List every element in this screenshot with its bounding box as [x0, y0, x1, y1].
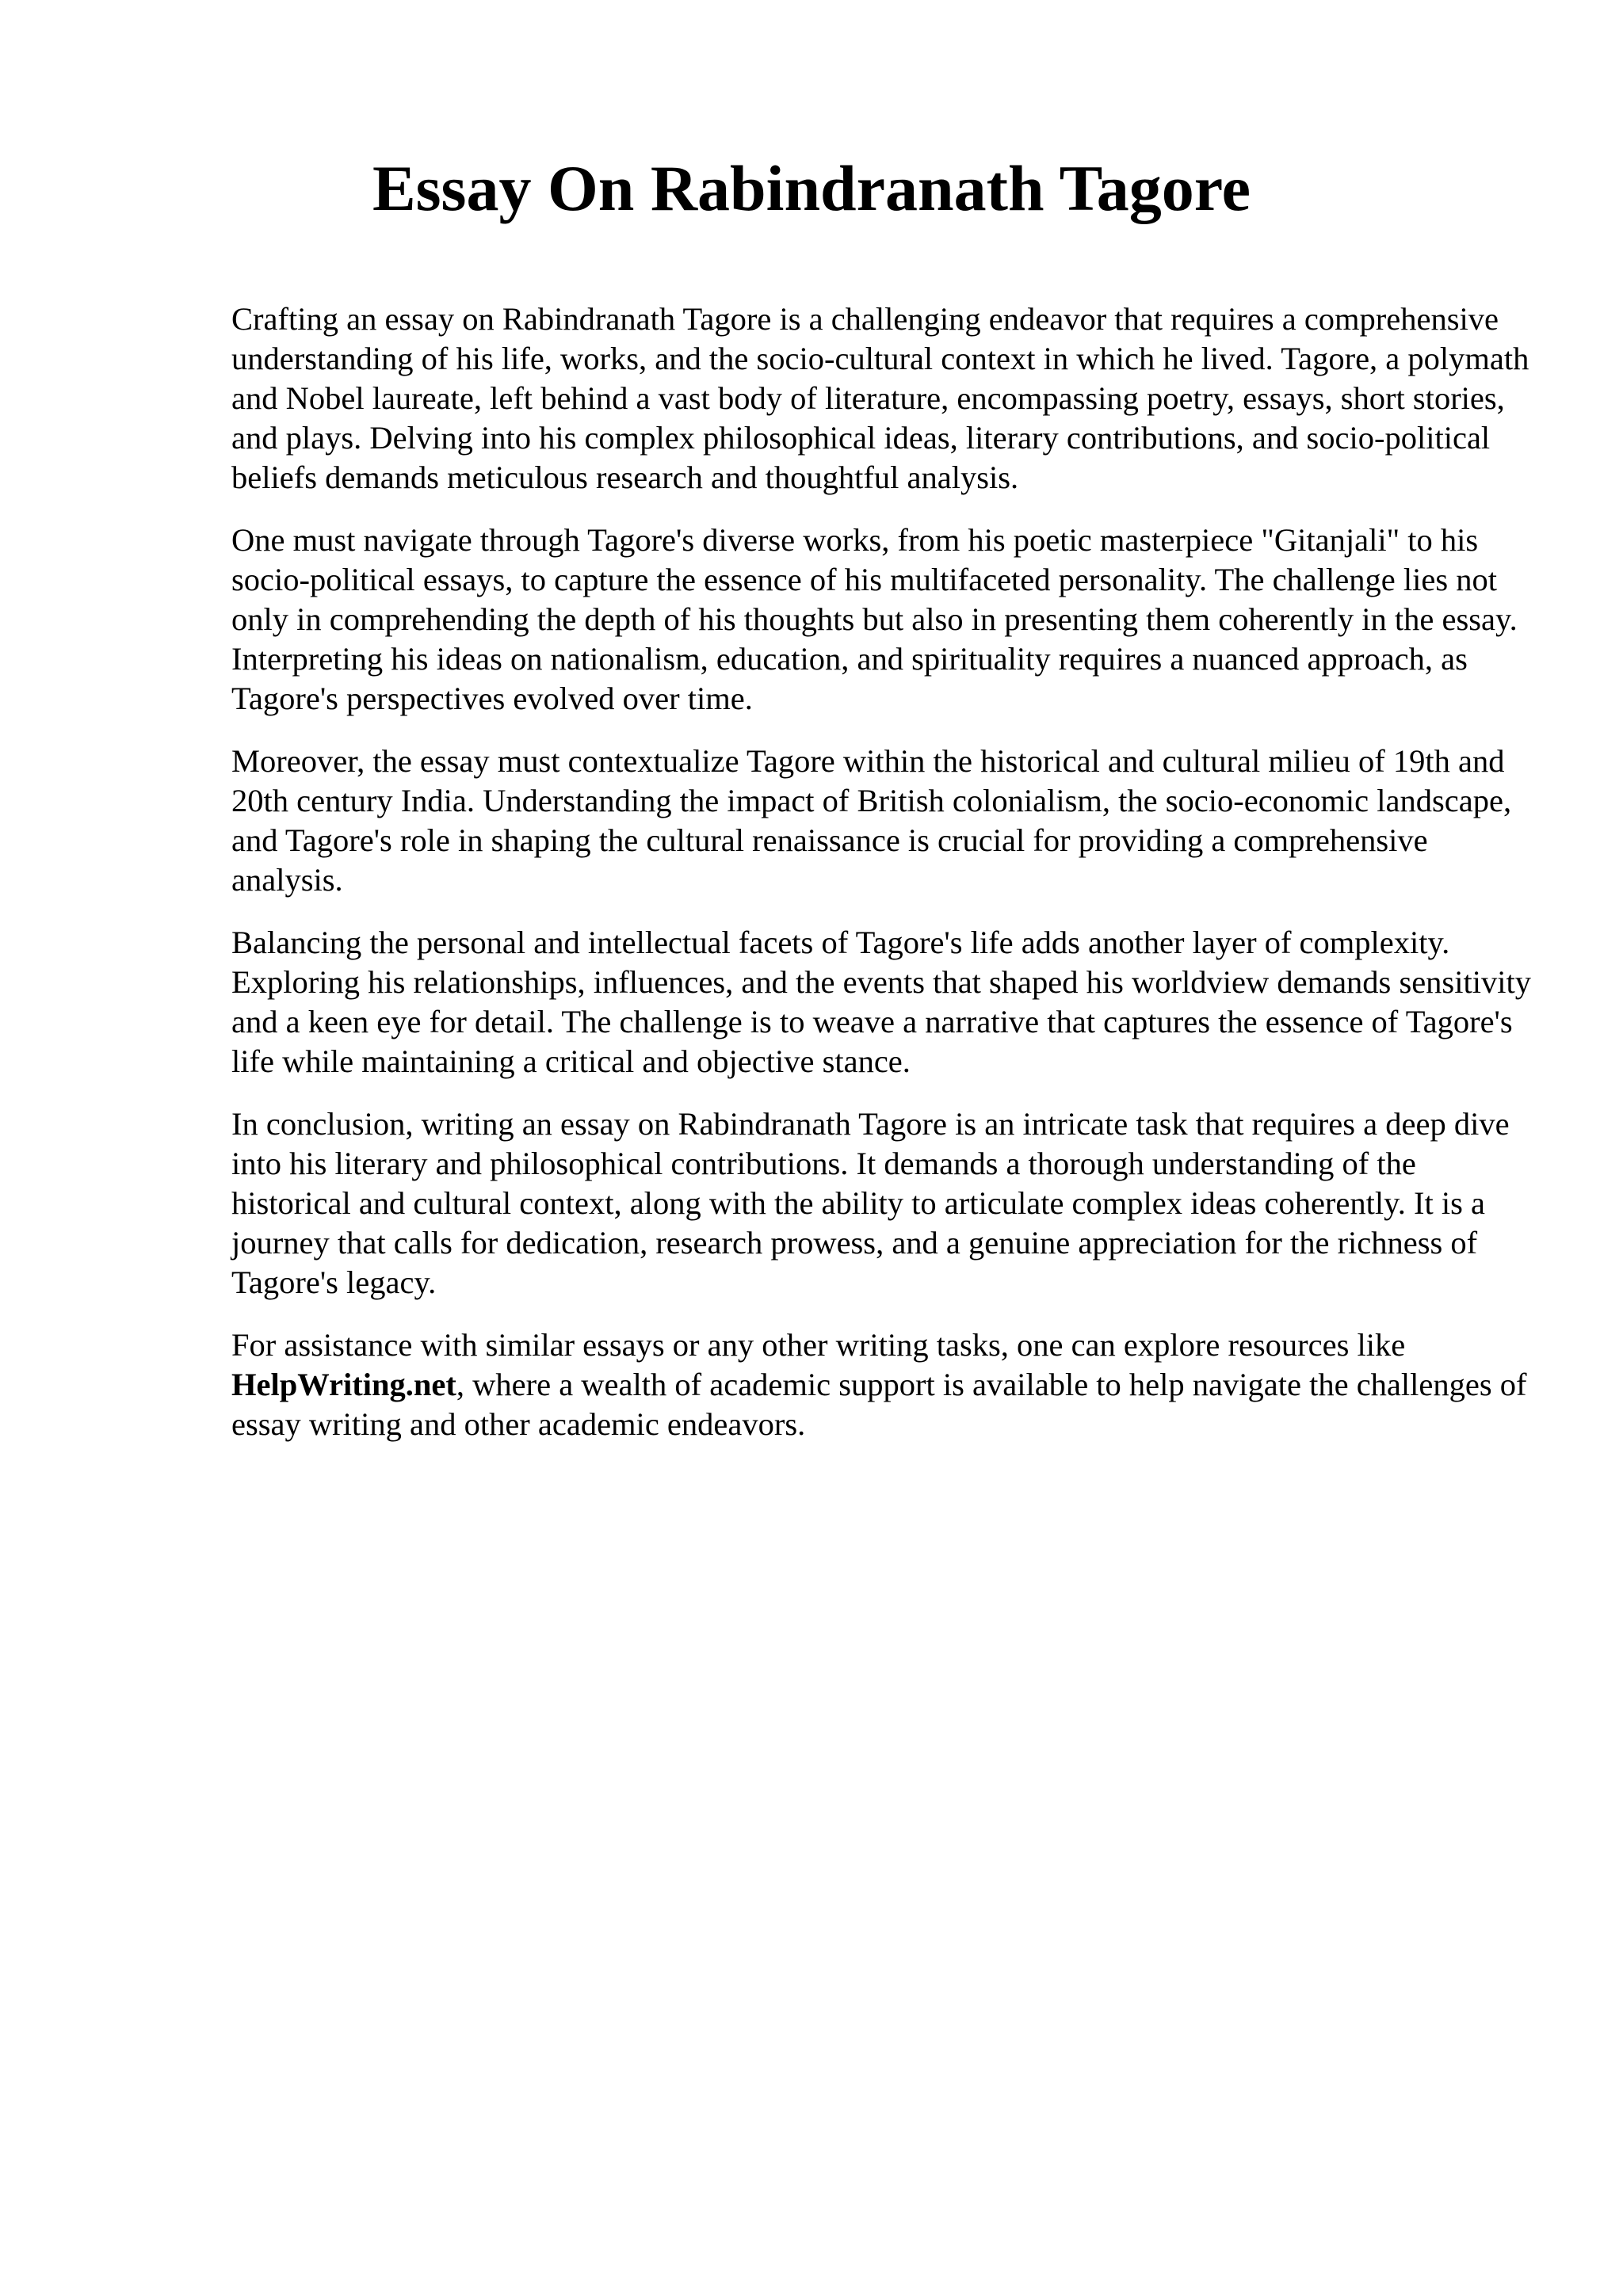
brand-name: HelpWriting.net: [231, 1367, 456, 1402]
paragraph-2: One must navigate through Tagore's diverse works, from his poetic masterpiece "Gitanjali" to his socio-political essays, to capture the essence of his multifaceted personality. The challenge lies not only in comprehending the depth of his thoughts but also in presenting them coherently in the essay. Interpreting his ideas on nationalism, education, and spirituality requires a nuanced approach, as Tagore's perspectives evolved over time.: [231, 522, 1518, 716]
paragraph-5: In conclusion, writing an essay on Rabindranath Tagore is an intricate task that requires a deep dive into his literary and philosophical contributions. It demands a thorough understanding of the historical and cultural context, along with the ability to articulate complex ideas coherently. It is a journey that calls for dedication, research prowess, and a genuine appreciation for the richness of Tagore's legacy.: [231, 1106, 1510, 1300]
closing-paragraph: [231, 1325, 1531, 1444]
closing-text-after: , where a wealth of academic support is available to help navigate the challenges of essay writing and other academic endeavors.: [231, 1367, 1527, 1442]
closing-text-before: For assistance with similar essays or any other writing tasks, one can explore resources like: [231, 1327, 1406, 1363]
paragraph-3: Moreover, the essay must contextualize Tagore within the historical and cultural milieu of 19th and 20th century India. Understanding the impact of British colonialism, the socio-economic landscape, and Tagore's role in shaping the cultural renaissance is crucial for providing a comprehensive analysis.: [231, 743, 1512, 898]
paragraph-1: Crafting an essay on Rabindranath Tagore is a challenging endeavor that requires a comprehensive understanding of his life, works, and the socio-cultural context in which he lived. Tagore, a polymath and Nobel laureate, left behind a vast body of literature, encompassing poetry, essays, short stories, and plays. Delving into his complex philosophical ideas, literary contributions, and socio-political beliefs demands meticulous research and thoughtful analysis.: [231, 301, 1529, 495]
paragraph-4: Balancing the personal and intellectual facets of Tagore's life adds another layer of complexity. Exploring his relationships, influences, and the events that shaped his worldview demands sensitivity and a keen eye for detail. The challenge is to weave a narrative that captures the essence of Tagore's life while maintaining a critical and objective stance.: [231, 925, 1531, 1079]
page-title: Essay On Rabindranath Tagore: [372, 152, 1251, 224]
essay-body: [231, 299, 1531, 1467]
